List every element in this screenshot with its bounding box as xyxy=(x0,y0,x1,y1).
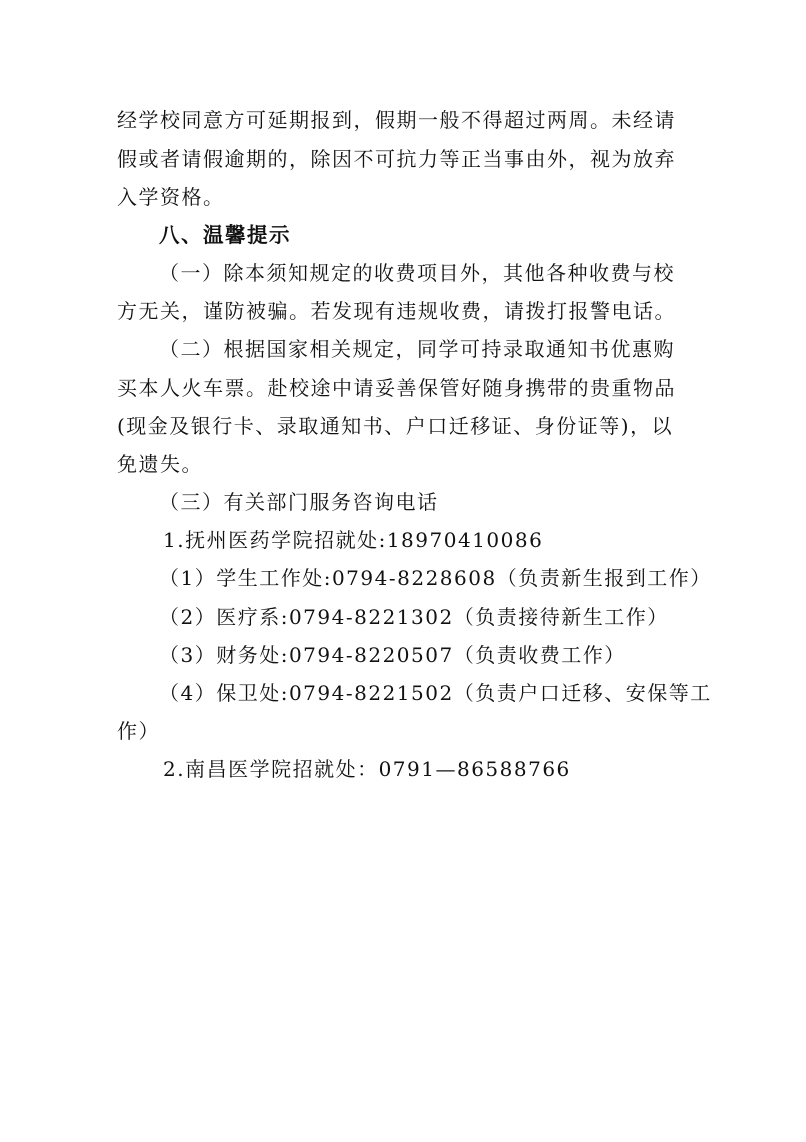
contact-1-item-4-cont: 作） xyxy=(117,719,160,743)
contact-1-item-1: （1）学生工作处:0794-8228608（负责新生报到工作） xyxy=(159,566,712,590)
tip2-line-4: 免遗失。 xyxy=(117,452,203,476)
intro-line-3: 入学资格。 xyxy=(117,185,225,209)
intro-line-1: 经学校同意方可延期报到，假期一般不得超过两周。未经请 xyxy=(117,108,676,132)
tip2-line-2: 买本人火车票。赴校途中请妥善保管好随身携带的贵重物品 xyxy=(117,376,676,400)
tip2-line-3: (现金及银行卡、录取通知书、户口迁移证、身份证等)，以 xyxy=(117,414,674,438)
contact-2: 2.南昌医学院招就处：0791—86588766 xyxy=(163,757,571,781)
contact-1: 1.抚州医药学院招就处:18970410086 xyxy=(163,528,544,552)
section-heading: 八、温馨提示 xyxy=(159,223,291,247)
tip2-line-1: （二）根据国家相关规定，同学可持录取通知书优惠购 xyxy=(159,337,675,361)
intro-line-2: 假或者请假逾期的，除因不可抗力等正当事由外，视为放弃 xyxy=(117,147,676,171)
tip3-heading: （三）有关部门服务咨询电话 xyxy=(159,490,439,514)
contact-1-item-2: （2）医疗系:0794-8221302（负责接待新生工作） xyxy=(159,605,669,629)
tip1-line-1: （一）除本须知规定的收费项目外，其他各种收费与校 xyxy=(159,261,675,285)
contact-1-item-3: （3）财务处:0794-8220507（负责收费工作） xyxy=(159,643,626,667)
tip1-line-2: 方无关，谨防被骗。若发现有违规收费，请拨打报警电话。 xyxy=(117,299,676,323)
contact-1-item-4: （4）保卫处:0794-8221502（负责户口迁移、安保等工 xyxy=(159,681,712,705)
